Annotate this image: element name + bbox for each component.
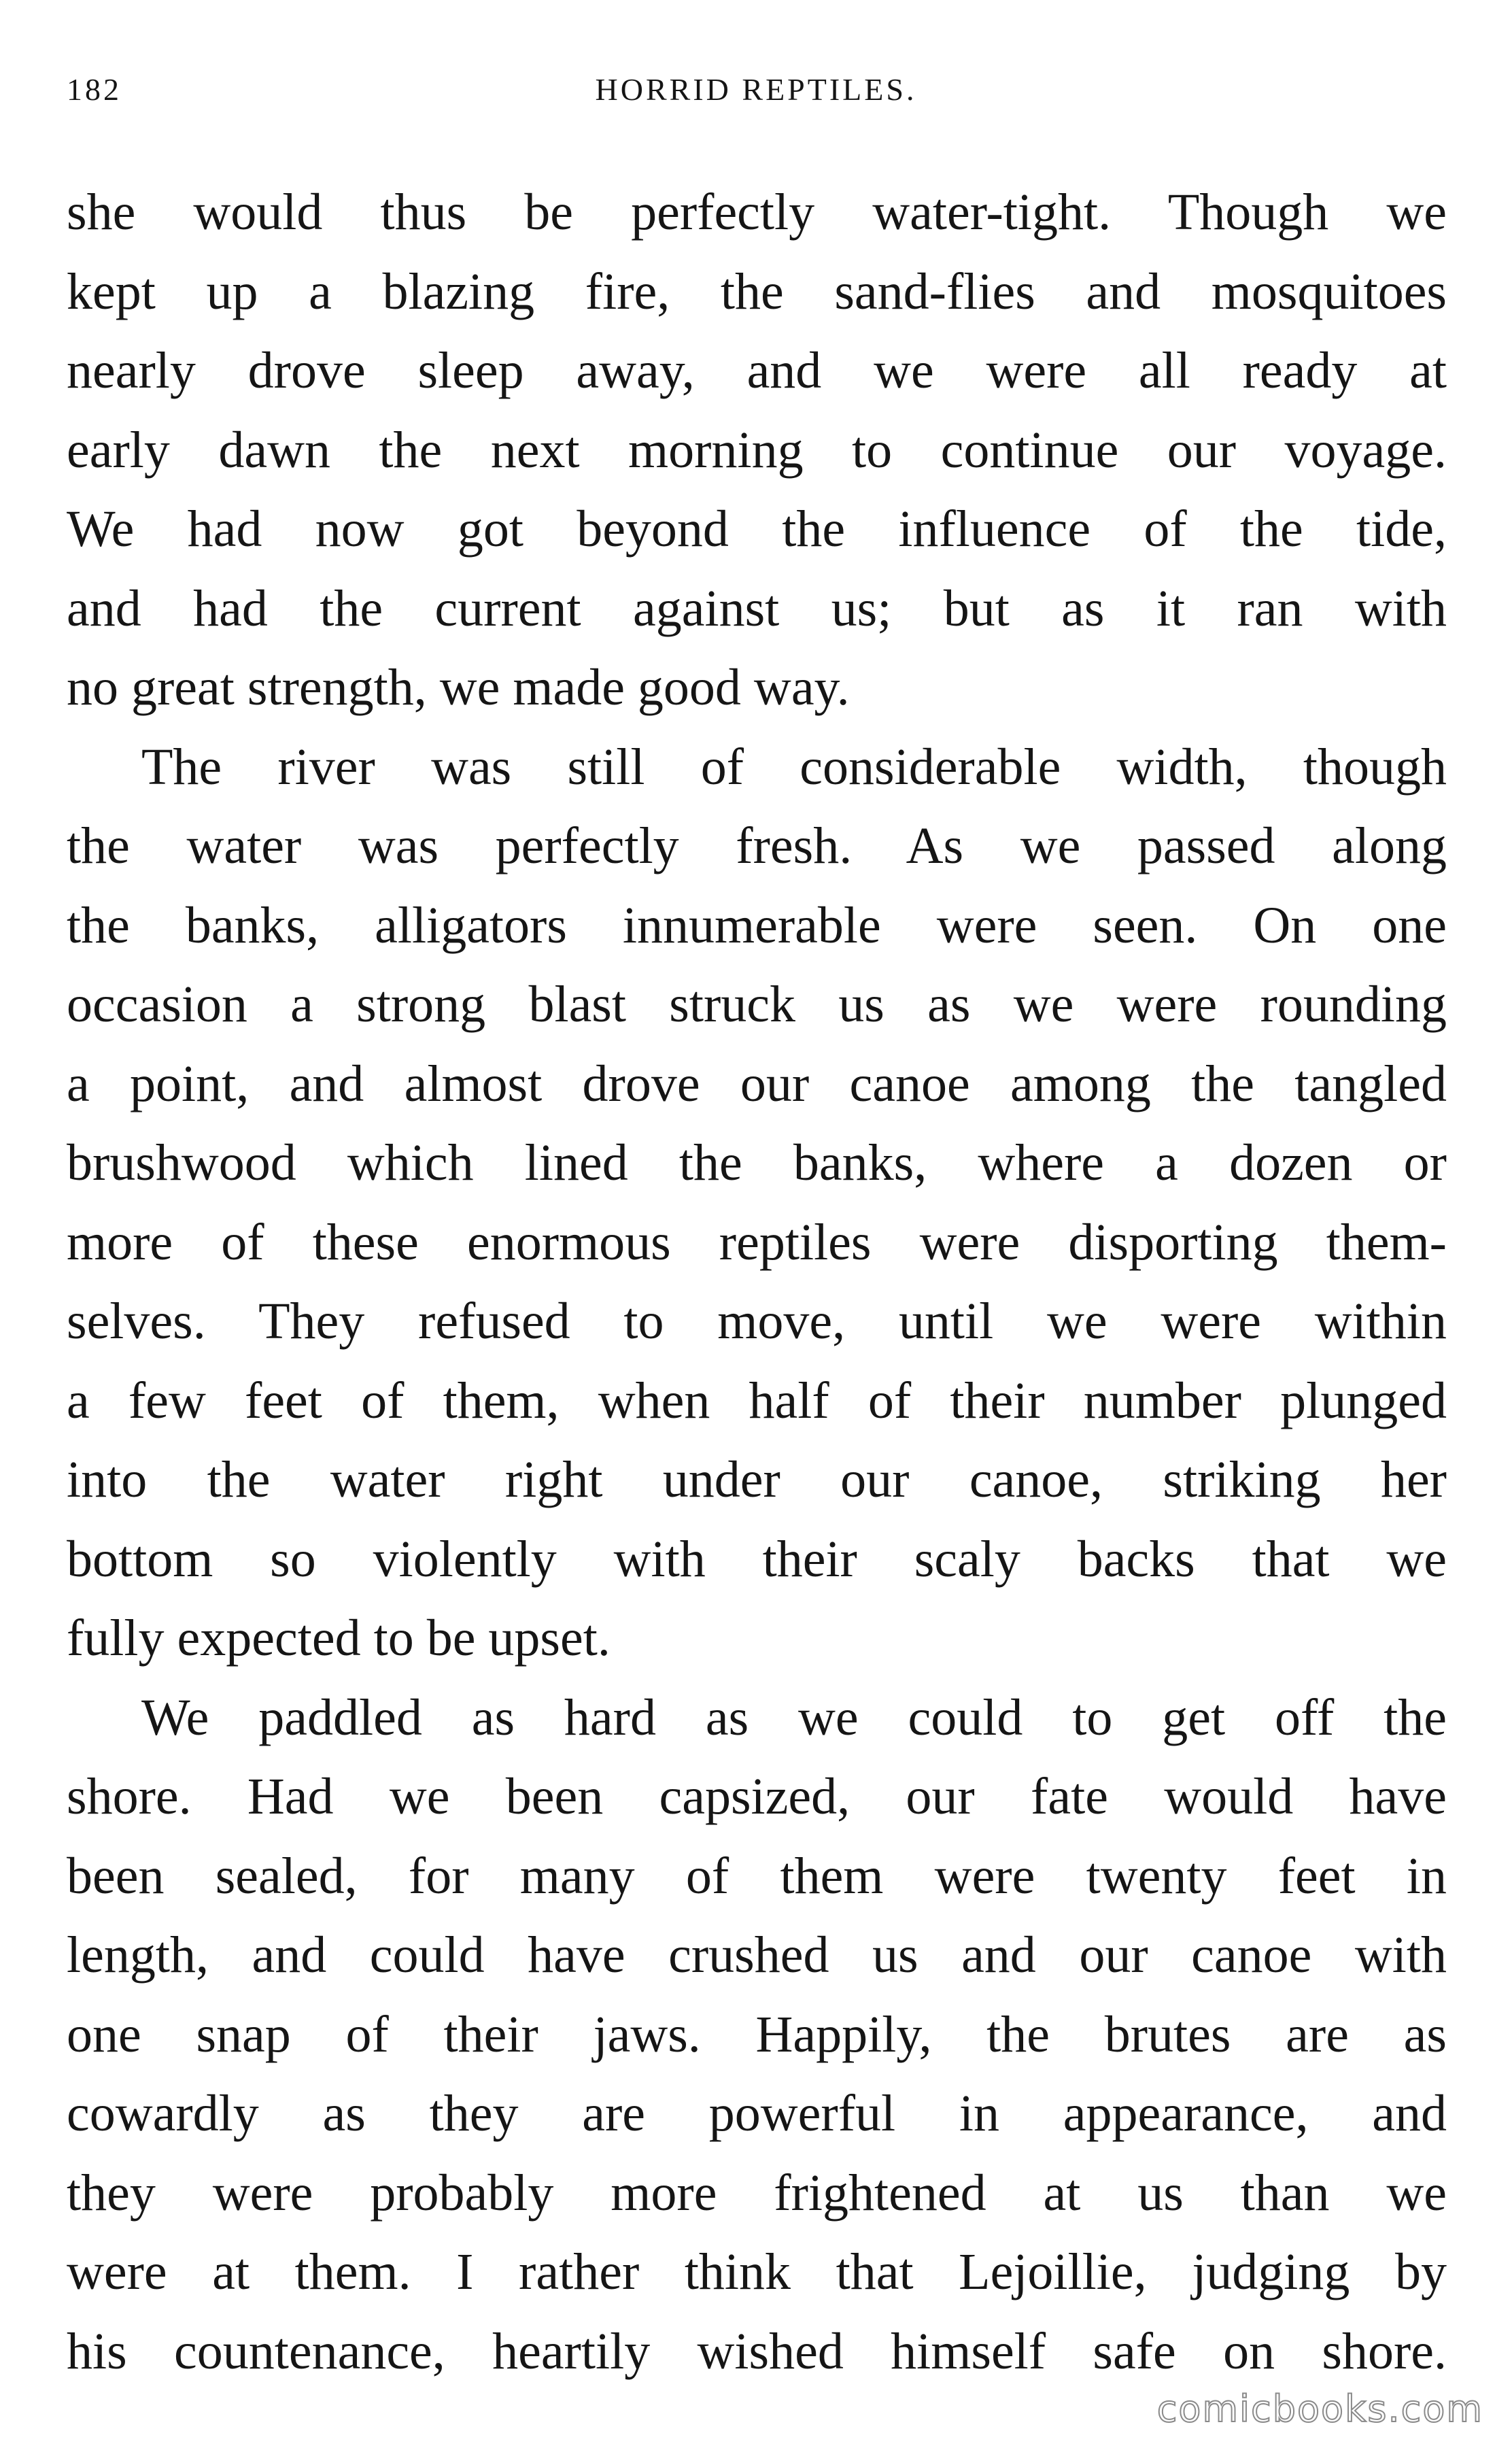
text-line: length, and could have crushed us and our canoe with [67, 1926, 1447, 1984]
text-line: kept up a blazing fire, the sand-flies and mosquitoes [67, 262, 1447, 320]
body-text [67, 173, 1447, 2391]
text-line: selves. They refused to move, until we were within [67, 1293, 1447, 1350]
text-line: bottom so violently with their scaly backs that we [67, 1530, 1447, 1588]
text-line: cowardly as they are powerful in appearance, and [67, 2085, 1447, 2142]
text-line: a point, and almost drove our canoe among the tangled [67, 1055, 1447, 1112]
text-line: into the water right under our canoe, striking her [67, 1451, 1447, 1508]
text-line: were at them. I rather think that Lejoillie, judging by [67, 2243, 1447, 2300]
text-line: the water was perfectly fresh. As we passed along [67, 817, 1447, 874]
text-line: The river was still of considerable width, though [141, 738, 1447, 796]
text-line: early dawn the next morning to continue our voyage. [67, 421, 1447, 479]
text-line: the banks, alligators innumerable were seen. On one [67, 896, 1447, 954]
text-line: they were probably more frightened at us than we [67, 2164, 1447, 2222]
text-line: brushwood which lined the banks, where a dozen or [67, 1134, 1447, 1191]
text-line: his countenance, heartily wished himself safe on shore. [67, 2322, 1447, 2380]
running-head [67, 63, 1445, 117]
page-number: 182 [67, 72, 122, 107]
text-line: more of these enormous reptiles were disporting them- [67, 1213, 1447, 1271]
text-line: We paddled as hard as we could to get off the [141, 1688, 1447, 1746]
text-line: one snap of their jaws. Happily, the brutes are as [67, 2005, 1447, 2063]
text-line: no great strength, we made good way. [67, 659, 850, 716]
text-line: nearly drove sleep away, and we were all ready at [67, 342, 1447, 399]
text-line: occasion a strong blast struck us as we were rounding [67, 976, 1447, 1033]
text-line: been sealed, for many of them were twenty feet in [67, 1847, 1447, 1905]
text-line: shore. Had we been capsized, our fate would have [67, 1768, 1447, 1825]
watermark: comicbooks.com [1156, 2387, 1483, 2430]
text-line: she would thus be perfectly water-tight. Though we [67, 184, 1447, 241]
running-title: HORRID REPTILES. [595, 72, 917, 107]
text-line: fully expected to be upset. [67, 1610, 611, 1667]
text-line: We had now got beyond the influence of the tide, [67, 500, 1447, 558]
text-line: and had the current against us; but as it ran with [67, 579, 1447, 637]
text-line: a few feet of them, when half of their number plunged [67, 1372, 1447, 1429]
